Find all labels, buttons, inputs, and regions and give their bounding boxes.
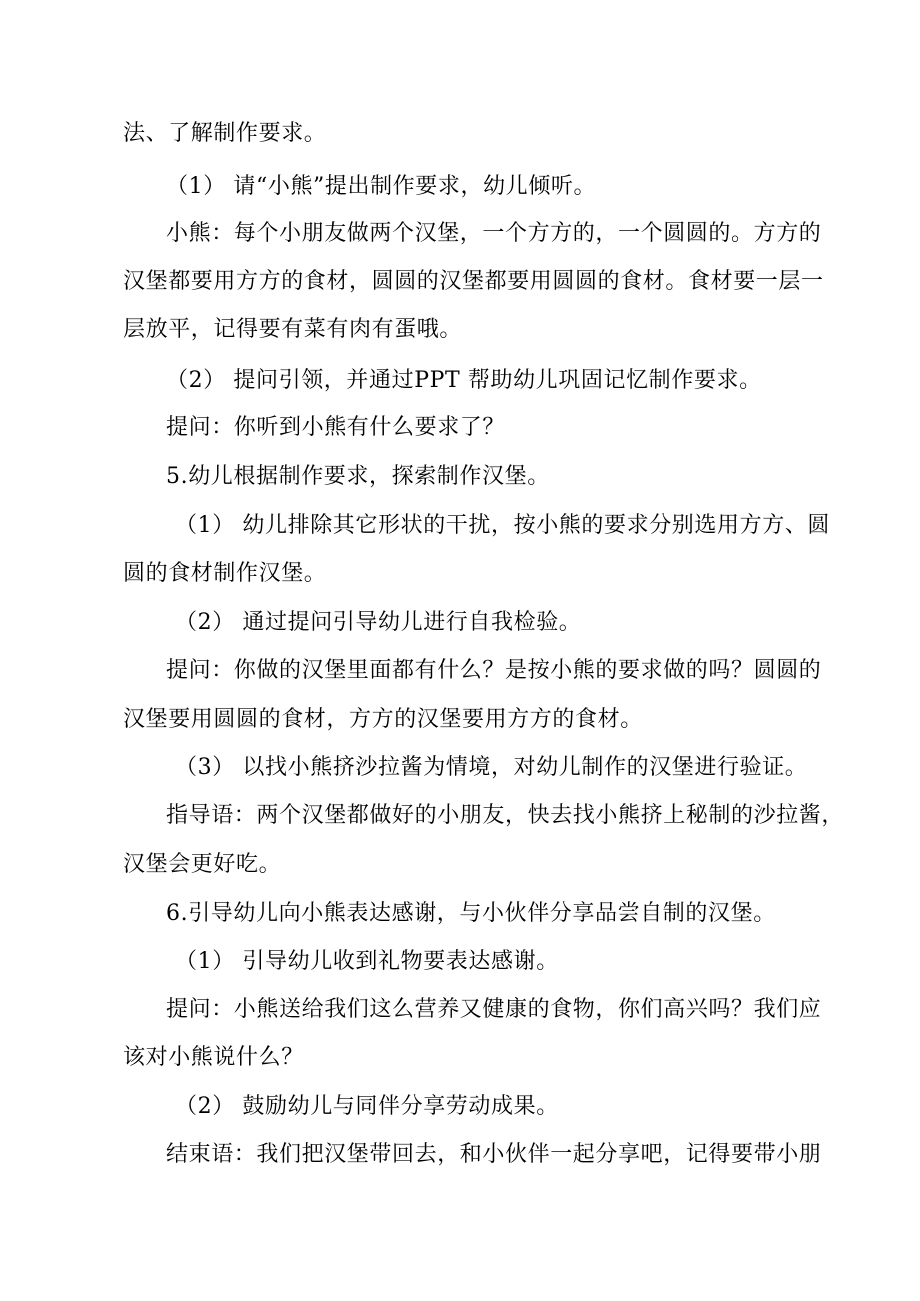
text-line: 提问：你做的汉堡里面都有什么？是按小熊的要求做的吗？圆圆的 [166,658,822,683]
text-line: 汉堡要用圆圆的食材，方方的汉堡要用方方的食材。 [123,707,643,732]
text-line: （1） 请“小熊”提出制作要求，幼儿倾听。 [166,174,597,199]
text-line: 提问：你听到小熊有什么要求了？ [166,415,506,440]
text-line: 层放平，记得要有菜有肉有蛋哦。 [123,317,463,342]
text-line: （3） 以找小熊挤沙拉酱为情境，对幼儿制作的汉堡进行验证。 [175,755,808,780]
text-line: 汉堡都要用方方的食材，圆圆的汉堡都要用圆圆的食材。食材要一层一 [123,269,824,294]
text-line: 法、了解制作要求。 [123,121,327,146]
text-line: 汉堡会更好吃。 [123,852,282,877]
text-line: （1） 引导幼儿收到礼物要表达感谢。 [175,949,559,974]
text-line: 结束语：我们把汉堡带回去，和小伙伴一起分享吧，记得要带小朋 [166,1142,822,1167]
text-line: 提问：小熊送给我们这么营养又健康的食物，你们高兴吗？我们应 [166,997,822,1022]
text-line: （2） 通过提问引导幼儿进行自我检验。 [175,610,582,635]
text-line: 小熊：每个小朋友做两个汉堡，一个方方的，一个圆圆的。方方的 [166,221,822,246]
text-line: 圆的食材制作汉堡。 [123,561,327,586]
text-line: 6.引导幼儿向小熊表达感谢，与小伙伴分享品尝自制的汉堡。 [166,901,776,926]
text-line: （2） 提问引领，并通过PPT 帮助幼儿巩固记忆制作要求。 [166,368,762,393]
text-line: 该对小熊说什么？ [123,1045,304,1070]
text-line: （2） 鼓励幼儿与同伴分享劳动成果。 [175,1094,559,1119]
text-line: 指导语：两个汉堡都做好的小朋友，快去找小熊挤上秘制的沙拉酱， [166,803,845,828]
text-line: 5.幼儿根据制作要求，探索制作汉堡。 [166,464,550,489]
text-line: （1） 幼儿排除其它形状的干扰，按小熊的要求分别选用方方、圆 [175,513,830,538]
